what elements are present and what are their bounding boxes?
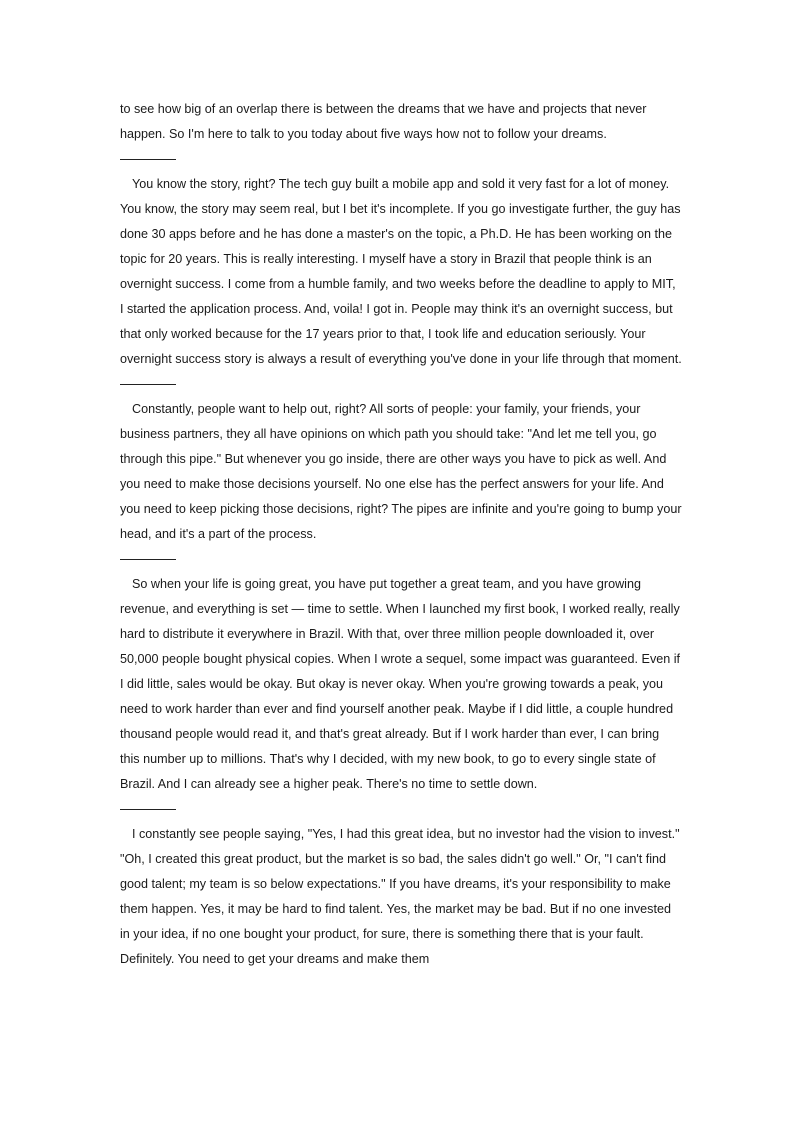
section-divider bbox=[120, 159, 176, 160]
section-divider bbox=[120, 809, 176, 810]
paragraph-5: I constantly see people saying, "Yes, I had this great idea, but no investor had the vision to invest." "Oh, I created this great product, but the market is so bad, the sales didn't go well." Or, "I can't find good talent; my team is so below expectations." If you have dreams, it's your responsibility to make them happen. Yes, it may be hard to find talent. Yes, the market may be bad. But if no one invested in your idea, if no one bought your product, for sure, there is something there that is your fault. Definitely. You need to get your dreams and make them bbox=[120, 827, 680, 966]
section-divider bbox=[120, 559, 176, 560]
document-page bbox=[120, 97, 682, 972]
paragraph-1: to see how big of an overlap there is between the dreams that we have and projects that never happen. So I'm here to talk to you today about five ways how not to follow your dreams. bbox=[120, 102, 647, 141]
section-divider bbox=[120, 384, 176, 385]
paragraph-4: So when your life is going great, you have put together a great team, and you have growing revenue, and everything is set — time to settle. When I launched my first book, I worked really, really hard to distribute it everywhere in Brazil. With that, over three million people downloaded it, over 50,000 people bought physical copies. When I wrote a sequel, some impact was guaranteed. Even if I did little, sales would be okay. But okay is never okay. When you're growing towards a peak, you need to work harder than ever and find yourself another peak. Maybe if I did little, a couple hundred thousand people would read it, and that's great already. But if I work harder than ever, I can bring this number up to millions. That's why I decided, with my new book, to go to every single state of Brazil. And I can already see a higher peak. There's no time to settle down. bbox=[120, 577, 681, 791]
paragraph-3: Constantly, people want to help out, right? All sorts of people: your family, your friends, your business partners, they all have opinions on which path you should take: "And let me tell you, go through this pipe." But whenever you go inside, there are other ways you have to pick as well. And you need to make those decisions yourself. No one else has the perfect answers for your life. And you need to keep picking those decisions, right? The pipes are infinite and you're going to bump your head, and it's a part of the process. bbox=[120, 402, 682, 541]
paragraph-2: You know the story, right? The tech guy built a mobile app and sold it very fast for a lot of money. You know, the story may seem real, but I bet it's incomplete. If you go investigate further, the guy has done 30 apps before and he has done a master's on the topic, a Ph.D. He has been working on the topic for 20 years. This is really interesting. I myself have a story in Brazil that people think is an overnight success. I come from a humble family, and two weeks before the deadline to apply to MIT, I started the application process. And, voila! I got in. People may think it's an overnight success, but that only worked because for the 17 years prior to that, I took life and education seriously. Your overnight success story is always a result of everything you've done in your life through that moment. bbox=[120, 177, 682, 366]
